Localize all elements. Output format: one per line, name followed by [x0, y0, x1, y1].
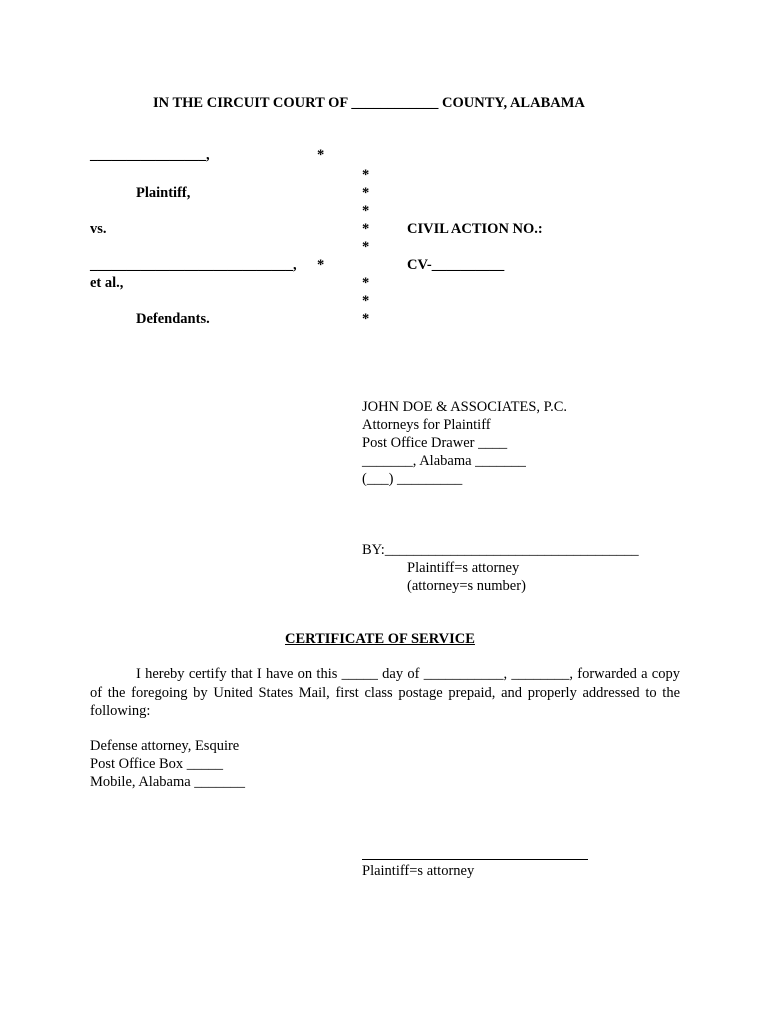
plaintiff-label: Plaintiff,	[136, 185, 191, 201]
signature-attorney-number: (attorney=s number)	[407, 578, 526, 594]
case-number-blank: CV-__________	[407, 257, 505, 273]
defendant-name-blank: ____________________________,	[90, 257, 297, 273]
caption-asterisk: *	[362, 275, 370, 291]
caption-asterisk: *	[317, 257, 325, 273]
caption-asterisk: *	[362, 311, 370, 327]
firm-address-line1: Post Office Drawer ____	[362, 435, 508, 451]
certificate-signature-line	[362, 859, 588, 860]
firm-name: JOHN DOE & ASSOCIATES, P.C.	[362, 399, 568, 415]
certificate-heading: CERTIFICATE OF SERVICE	[285, 631, 475, 647]
caption-asterisk: *	[362, 221, 370, 237]
certificate-signature-label: Plaintiff=s attorney	[362, 863, 475, 879]
civil-action-label: CIVIL ACTION NO.:	[407, 221, 543, 237]
court-title: IN THE CIRCUIT COURT OF ____________ COUNTY, ALABAMA	[153, 95, 585, 111]
caption-asterisk: *	[362, 185, 370, 201]
caption-asterisk: *	[317, 147, 325, 163]
certificate-body: I hereby certify that I have on this _____ day of ___________, ________, forwarded a copy of the foregoing by United States Mail, first class postage prepaid, and properly addressed to the following:	[90, 666, 680, 719]
defendants-label: Defendants.	[136, 311, 210, 327]
caption-asterisk: *	[362, 167, 370, 183]
firm-phone: (___) _________	[362, 471, 463, 487]
et-al-label: et al.,	[90, 275, 124, 291]
caption-asterisk: *	[362, 203, 370, 219]
versus-label: vs.	[90, 221, 107, 237]
caption-asterisk: *	[362, 293, 370, 309]
firm-role: Attorneys for Plaintiff	[362, 417, 491, 433]
signature-by-line: BY:___________________________________	[362, 542, 639, 558]
firm-address-line2: _______, Alabama _______	[362, 453, 526, 469]
recipient-city: Mobile, Alabama _______	[90, 774, 246, 790]
caption-asterisk: *	[362, 239, 370, 255]
recipient-address: Post Office Box _____	[90, 756, 224, 772]
recipient-name: Defense attorney, Esquire	[90, 738, 240, 754]
plaintiff-name-blank: ________________,	[90, 147, 210, 163]
signature-attorney-name: Plaintiff=s attorney	[407, 560, 520, 576]
